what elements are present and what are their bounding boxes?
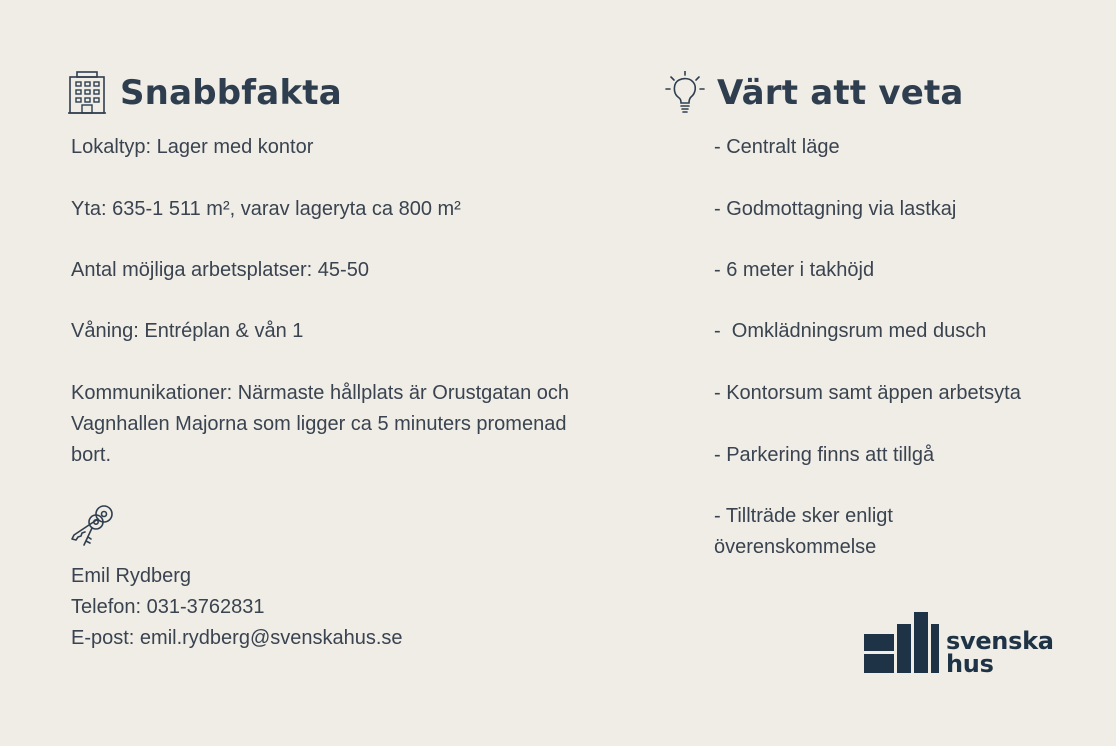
bullet-office-space: - Kontorsum samt äppen arbetsyta [714,382,1021,404]
fact-communications-line-2: Vagnhallen Majorna som ligger ca 5 minuters promenad [71,413,567,435]
fact-area: Yta: 635-1 511 m², varav lageryta ca 800 m² [71,198,461,220]
bullet-ceiling-height: - 6 meter i takhöjd [714,259,875,281]
building-icon [68,71,106,115]
lightbulb-icon [665,71,705,115]
quick-facts-title: Snabbfakta [120,73,342,113]
good-to-know-title: Värt att veta [717,73,964,113]
quick-facts-header [68,71,342,115]
fact-floor: Våning: Entréplan & vån 1 [71,320,304,342]
bullet-access-line-2: överenskommelse [714,536,877,558]
good-to-know-header [665,71,964,115]
svenska-hus-logo-mark [864,612,939,674]
fact-workplaces: Antal möjliga arbetsplatser: 45-50 [71,259,369,281]
bullet-changing-room: - Omklädningsrum med dusch [714,320,987,342]
keys-icon [68,502,116,548]
contact-email[interactable]: E-post: emil.rydberg@svenskahus.se [71,627,403,649]
bullet-access-line-1: - Tillträde sker enligt [714,505,893,527]
fact-premises-type: Lokaltyp: Lager med kontor [71,136,314,158]
bullet-parking: - Parkering finns att tillgå [714,444,935,466]
fact-communications-line-3: bort. [71,444,112,466]
bullet-goods-reception: - Godmottagning via lastkaj [714,198,957,220]
contact-phone[interactable]: Telefon: 031-3762831 [71,596,265,618]
logo-text-hus: hus [946,650,994,678]
bullet-central-location: - Centralt läge [714,136,840,158]
contact-name: Emil Rydberg [71,565,192,587]
fact-communications-line-1: Kommunikationer: Närmaste hållplats är Orustgatan och [71,382,570,404]
logo-text-svenska: svenska [946,627,1054,655]
